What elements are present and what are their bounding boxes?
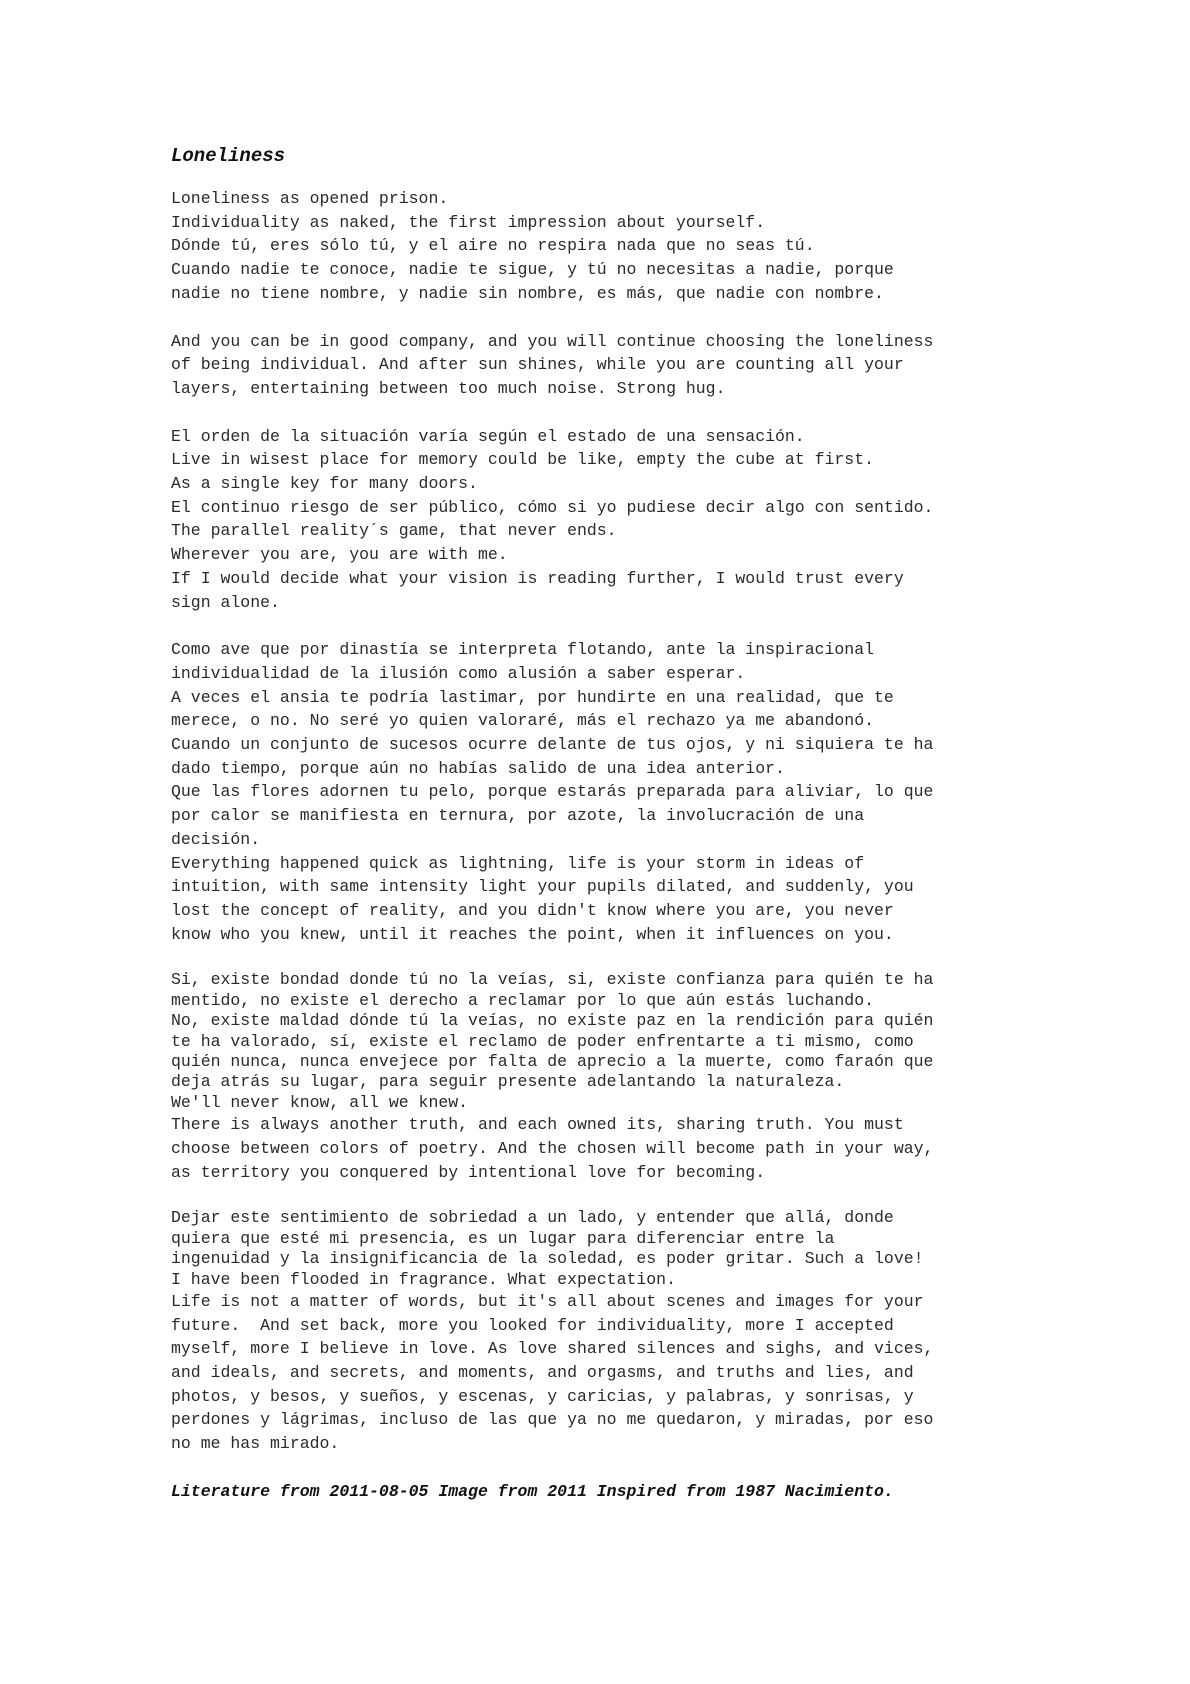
text-line: There is always another truth, and each owned its, sharing truth. You must	[171, 1115, 904, 1135]
text-line: merece, o no. No seré yo quien valoraré, más el rechazo ya me abandonó.	[171, 711, 875, 731]
document-page	[171, 140, 1051, 1504]
text-line: If I would decide what your vision is reading further, I would trust every	[171, 568, 904, 588]
text-line: deja atrás su lugar, para seguir presente adelantando la naturaleza.	[171, 1072, 845, 1092]
paragraph-5	[171, 970, 1051, 1184]
text-line: mentido, no existe el derecho a reclamar por lo que aún estás luchando.	[171, 990, 875, 1010]
text-line: Dejar este sentimiento de sobriedad a un lado, y entender que allá, donde	[171, 1208, 894, 1228]
text-line: quién nunca, nunca envejece por falta de aprecio a la muerte, como faraón que	[171, 1052, 934, 1072]
text-line: No, existe maldad dónde tú la veías, no existe paz en la rendición para quién	[171, 1011, 934, 1031]
text-line: Que las flores adornen tu pelo, porque estarás preparada para aliviar, lo que	[171, 782, 934, 802]
text-line: El continuo riesgo de ser público, cómo si yo pudiese decir algo con sentido.	[171, 497, 934, 517]
text-line: Everything happened quick as lightning, life is your storm in ideas of	[171, 853, 865, 873]
text-line: Cuando un conjunto de sucesos ocurre delante de tus ojos, y ni siquiera te ha	[171, 735, 934, 755]
paragraph-1	[171, 187, 1051, 306]
text-line: El orden de la situación varía según el estado de una sensación.	[171, 426, 805, 446]
text-line: And you can be in good company, and you will continue choosing the loneliness	[171, 331, 934, 351]
text-line: no me has mirado.	[171, 1434, 340, 1454]
text-line: and ideals, and secrets, and moments, and orgasms, and truths and lies, and	[171, 1363, 914, 1383]
text-line: te ha valorado, sí, existe el reclamo de poder enfrentarte a ti mismo, como	[171, 1031, 914, 1051]
text-line: future. And set back, more you looked for individuality, more I accepted	[171, 1315, 894, 1335]
document-title: Loneliness	[171, 145, 286, 167]
text-line: quiera que esté mi presencia, es un lugar para diferenciar entre la	[171, 1228, 835, 1248]
text-line: Wherever you are, you are with me.	[171, 545, 508, 565]
text-line: sign alone.	[171, 592, 280, 612]
text-line: of being individual. And after sun shines, while you are counting all your	[171, 355, 904, 375]
paragraph-6	[171, 1208, 1051, 1456]
text-line: A veces el ansia te podría lastimar, por hundirte en una realidad, que te	[171, 687, 894, 707]
text-line: perdones y lágrimas, incluso de las que ya no me quedaron, y miradas, por eso	[171, 1410, 934, 1430]
text-line: nadie no tiene nombre, y nadie sin nombre, es más, que nadie con nombre.	[171, 283, 884, 303]
text-line: myself, more I believe in love. As love shared silences and sighs, and vices,	[171, 1339, 934, 1359]
text-line: layers, entertaining between too much noise. Strong hug.	[171, 378, 726, 398]
text-line: Cuando nadie te conoce, nadie te sigue, y tú no necesitas a nadie, porque	[171, 260, 894, 280]
text-line: por calor se manifiesta en ternura, por azote, la involucración de una	[171, 806, 865, 826]
paragraph-2	[171, 330, 1051, 401]
text-line: choose between colors of poetry. And the chosen will become path in your way,	[171, 1138, 934, 1158]
text-line: The parallel reality´s game, that never ends.	[171, 521, 617, 541]
text-line: photos, y besos, y sueños, y escenas, y caricias, y palabras, y sonrisas, y	[171, 1386, 914, 1406]
text-line: Loneliness as opened prison.	[171, 189, 449, 208]
paragraph-4	[171, 638, 1051, 946]
text-line: Live in wisest place for memory could be like, empty the cube at first.	[171, 450, 875, 470]
text-line: lost the concept of reality, and you didn't know where you are, you never	[171, 900, 894, 920]
text-line: individualidad de la ilusión como alusión a saber esperar.	[171, 663, 746, 683]
text-line: Como ave que por dinastía se interpreta flotando, ante la inspiracional	[171, 640, 875, 660]
text-line: decisión.	[171, 829, 261, 849]
footer-credits: Literature from 2011-08-05 Image from 2011 Inspired from 1987 Nacimiento.	[171, 1481, 894, 1501]
text-line: know who you knew, until it reaches the point, when it influences on you.	[171, 924, 894, 944]
text-line: ingenuidad y la insignificancia de la soledad, es poder gritar. Such a love!	[171, 1249, 924, 1269]
text-line: Individuality as naked, the first impression about yourself.	[171, 212, 766, 232]
text-line: Dónde tú, eres sólo tú, y el aire no respira nada que no seas tú.	[171, 236, 815, 256]
paragraph-3	[171, 425, 1051, 615]
text-line: as territory you conquered by intentional love for becoming.	[171, 1162, 766, 1182]
text-line: As a single key for many doors.	[171, 474, 478, 494]
text-line: dado tiempo, porque aún no habías salido de una idea anterior.	[171, 758, 785, 778]
text-line: Life is not a matter of words, but it's all about scenes and images for your	[171, 1291, 924, 1311]
text-line: I have been flooded in fragrance. What expectation.	[171, 1269, 676, 1289]
text-line: intuition, with same intensity light your pupils dilated, and suddenly, you	[171, 877, 914, 897]
text-line: We'll never know, all we knew.	[171, 1092, 469, 1112]
text-line: Si, existe bondad donde tú no la veías, si, existe confianza para quién te ha	[171, 970, 934, 990]
